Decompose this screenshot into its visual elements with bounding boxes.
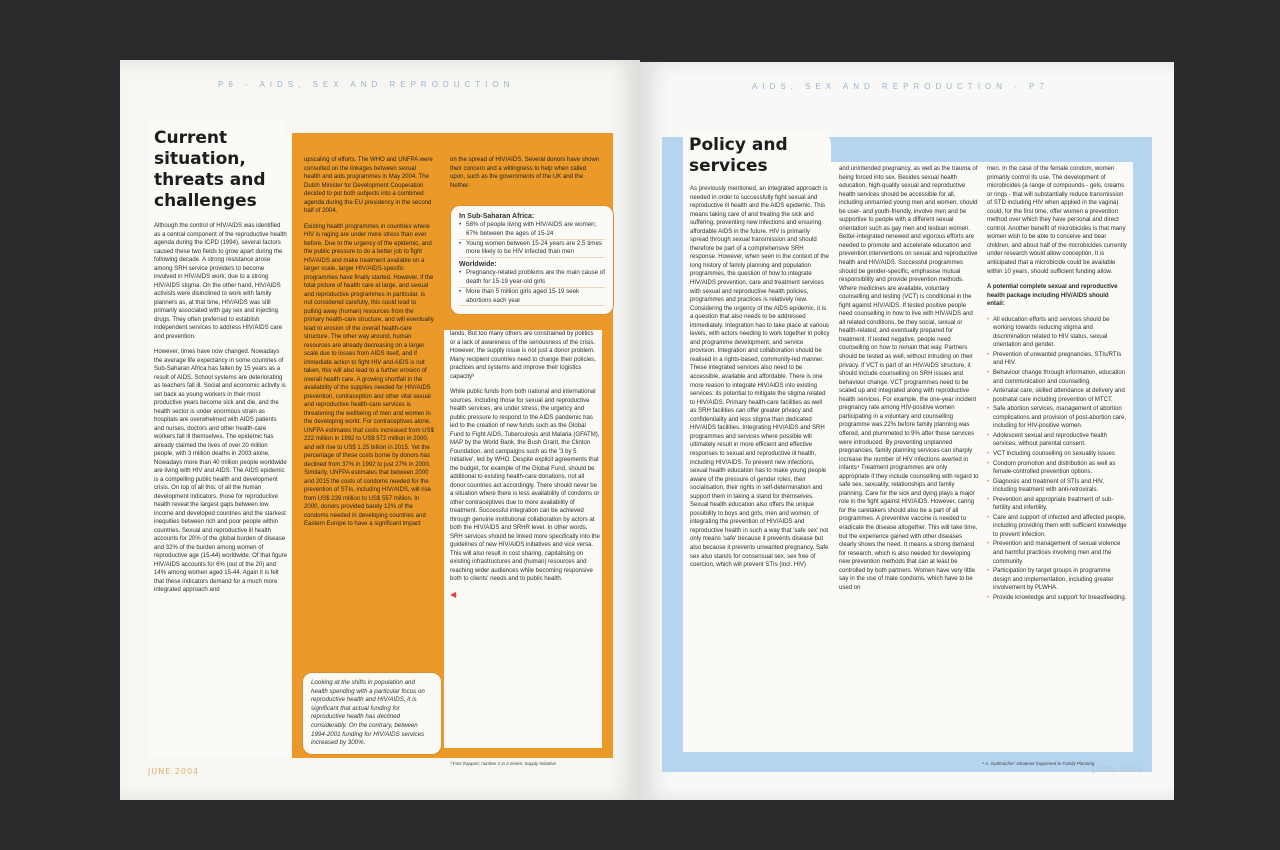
package-item: • Care and support of infected and affected people, including providing them with sufficient knowledge to prevent infection. bbox=[987, 514, 1127, 540]
package-item: • VCT including counselling on sexuality issues bbox=[987, 450, 1127, 459]
package-item: • Adolescent sexual and reproductive health services, without parental consent. bbox=[987, 432, 1127, 449]
right-page bbox=[640, 62, 1174, 800]
package-item: • Behaviour change through information, education and communication and counselling. bbox=[987, 369, 1127, 386]
title-line: Current bbox=[154, 128, 228, 148]
callout-heading: Worldwide: bbox=[459, 261, 497, 269]
callout-item: • 58% of people living with HIV/AIDS are women; 67% between the ages of 15-24 bbox=[459, 221, 605, 240]
package-item: • Prevention and appropriate treatment of sub-fertility and infertility. bbox=[987, 496, 1127, 513]
package-item: • Condom promotion and distribution as well as female-controlled prevention options. bbox=[987, 460, 1127, 477]
callout-item: • More than 5 million girls aged 15-19 seek abortions each year bbox=[459, 288, 605, 307]
footer-date-right: JUNE 2004 bbox=[1092, 765, 1144, 774]
paragraph: on the spread of HIV/AIDS. Several donors have shown their concern and a willingness to help when called upon, such as the governments of the UK and the Nether- bbox=[450, 157, 600, 189]
left-column-3-top bbox=[450, 156, 600, 197]
callout-list bbox=[459, 269, 605, 306]
package-list bbox=[987, 316, 1127, 603]
footer-date-left: JUNE 2004 bbox=[148, 767, 200, 776]
title-line: threats and bbox=[154, 170, 266, 190]
page-title-right bbox=[689, 135, 809, 177]
paragraph: Existing health programmes in countries where HIV is raging are under more stress than ever before. Due to the urgency of the epidemic, and the public pressure to do a better job to fight HIV/AIDS and make treatment available on a larger scale, larger HIV/AIDS-specific programmes have finally started. However, if the total picture of health care at large, and sexual and reproductive programmes in particular, is not considered carefully, this could lead to pulling away (human) resources from the primary health-care structure, and will eventually lead to erosion of the overall health-care structure. The other way around, human resources are already decreasing on a larger scale due to losses from AIDS itself, and if immediate action to fight HIV and AIDS is not taken, this will also lead to a further erosion of overall health care. A growing shortfall in the availability of the supplies needed for HIV/AIDS prevention, contraception and other vital sexual and reproductive health-care services is threatening the wellbeing of men and women in the developing world. For contraceptives alone, UNFPA estimates that costs increased from US$ 222 million in 1992 to US$ 572 million in 2000, and will rise to US$ 1.25 billion in 2015. Yet the percentage of these costs borne by donors has declined from 37% in 1992 to just 27% in 2000. Similarly, UNFPA estimates that between 2000 and 2015 the costs of condoms needed for the prevention of STIs, including HIV/AIDS, will rise from US$ 239 million to US$ 557 million. In 2000, donors provided barely 12% of the condoms needed in developing countries and Eastern Europe to have a significant impact bbox=[304, 223, 434, 527]
page-title-left bbox=[154, 128, 274, 212]
title-line: services bbox=[689, 156, 768, 176]
package-item: • Safe abortion services, management of abortion complications and provision of post-abortion care, including for HIV-positive women. bbox=[987, 405, 1127, 431]
left-column-2 bbox=[304, 156, 434, 536]
facts-callout bbox=[450, 205, 614, 315]
package-item: • Antenatal care, skilled attendance at delivery and postnatal care including prevention of MTCT. bbox=[987, 387, 1127, 404]
paragraph: and unintended pregnancy, as well as the trauma of being forced into sex. Besides sexual health education, high-quality sexual and reproductive health services should be accessible for all, including unmarried young men and women, should be user- and youth-friendly, involve men and be supportive to people with a different sexual orientation such as gay men and lesbian women. Better-integrated renewed and vigorous efforts are needed to promote and accelerate education and prevention interventions on sexual and reproductive health and HIV/AIDS. Successful programmes should be gender-specific, emphasise mutual responsibility and provide prevention methods. Where medicines are available, voluntary counselling and testing (VCT) is conditional in the fight against HIV/AIDS. If tested positive people need counselling in how to live with HIV/AIDS and all related conditions, be they social, sexual or health-related, and eventually prepared for treatment. If tested negative, people need counselling on how to remain that way. Partners should be tested as well, without intruding on their privacy. If VCT is part of an HIV/AIDS structure, it should include counselling on SRH issues and behaviour change. VCT programmes need to be scaled up and integrated along with reproductive health services. For example, the one-year incident pregnancy rate among HIV-positive women participating in a voluntary and counselling programme was 22% before family planning was offered, and plummeted to 9% after these services were introduced. By preventing unplanned pregnancies, family planning services can sharply increase the number of HIV infections averted in infants⁴ Treatment programmes are only appropriate if they include counselling with regard to safe sex, sexuality, relationships and family planning. Care for the sick and dying plays a major role in the fight against HIV/AIDS. However, caring for the caretakers should also be a part of all programmes. A preventive vaccine is needed to eradicate the disease altogether. This will take time, but the experience gained with other diseases clearly shows the need. It means a strong demand for research, which is also needed for developing new prevention methods that can at least be controlled by both partners. Women have very little say in the use of male condoms, which have to be used on bbox=[839, 166, 979, 591]
running-head-right: AIDS, SEX AND REPRODUCTION - P7 bbox=[752, 82, 1049, 91]
title-line: Policy and bbox=[689, 135, 788, 155]
package-heading: A potential complete sexual and reproductive health package including HIV/AIDS should entail: bbox=[987, 284, 1118, 308]
package-item: • Provide knowledge and support for breastfeeding. bbox=[987, 594, 1127, 603]
right-column-3 bbox=[987, 165, 1127, 603]
right-column-1 bbox=[690, 185, 830, 577]
paragraph: However, times have now changed. Nowadays the average life expectancy in some countries of Sub-Saharan Africa has fallen by 15 years as a result of AIDS. School systems are deteriorating as teachers fall ill. Social and economic activity is set back as young workers in their most productive years become sick and die, and the health sector is under enormous strain as hospitals are overwhelmed with AIDS patients and nurses, doctors and other health-care workers fall ill themselves. The epidemic has already claimed the lives of over 20 million people, with 3 million deaths in 2003 alone. Nowadays more than 40 million people worldwide are living with HIV and AIDS. The AIDS epidemic is a compelling public health and development crisis. On top of all this: of all the human development indicators, those for reproductive health reveal the largest gaps between low income and developed countries and the starkest inequities between rich and poor people within countries. Sexual and reproductive ill health accounts for 20% of the global burden of disease and 32% of the burden among women of reproductive age (15-44) worldwide. Of that figure HIV/AIDS accounts for 6% (out of the 20) and 14% among women aged 15-44. Again it is felt that these indicators demand for a much more integrated approach and bbox=[154, 349, 288, 593]
end-mark-icon: ◀ bbox=[450, 589, 457, 599]
callout-list bbox=[459, 221, 605, 258]
left-column-1 bbox=[154, 222, 288, 602]
package-item: • Prevention of unwanted pregnancies, STIs/RTIs and HIV. bbox=[987, 351, 1127, 368]
footnote-left: ³ Fact Rapport, number 2 in a series: Supply Initiative bbox=[450, 761, 557, 766]
callout-heading: In Sub-Saharan Africa: bbox=[459, 213, 535, 220]
footnote-right: ⁴ A. Guttmacher: whatever happened to Family Planning bbox=[982, 761, 1095, 766]
callout-item: • Young women between 15-24 years are 2.5 times more likely to be HIV infected than men bbox=[459, 240, 605, 259]
paragraph: As previously mentioned, an integrated approach is needed in order to successfully fight sexual and reproductive ill health and the AIDS epidemic. This means taking care of and treating the sick and suffering, preventing new infections and ensuring affordable AIDS in the future. HIV is primarily spread through sexual transmission and should therefore be part of a comprehensive SRH response. However, when seen in the context of the long history of family planning and population programmes, the question of how to integrate HIV/AIDS prevention, care and treatment services with sexual and reproductive health policies, programmes and practices is relatively new. Considering the urgency of the AIDS epidemic, it is a question that also needs to be addressed immediately. Integration has to take place at various levels, with actors needing to work together in policy and programme development, and service provision. Integration and collaboration should be realised in a rights-based, community-led manner. These integrated services also need to be accessible, available and affordable. There is one more reason to integrate HIV/AIDS into existing services: its potential to mitigate the stigma related to HIV/AIDS. Primary health-care facilities as well as SRH facilities can offer greater privacy and confidentiality and less stigma than dedicated HIV/AIDS facilities. Integrating HIV/AIDS and SRH programmes and services where possible will ultimately result in more efficient and effective responses to sexual and reproductive ill health, including HIV/AIDS. To prevent new infections, sexual health education has to make young people aware of the pressure of gender roles, their socialisation, their rights in self-determination and support them in taking a stand for themselves. Sexual health education also offers the unique possibility to boys and girls, men and women, of integrating the prevention of HIV/AIDS and reproductive health in such a way that 'safe sex' not only means 'safe' because it prevents disease but also because it prevents unwanted pregnancy. Safe sex also stands for consensual sex, sex free of coercion, which will prevent STIs (incl. HIV) bbox=[690, 186, 830, 569]
callout-item: • Pregnancy-related problems are the main cause of death for 15-19 year-old girls bbox=[459, 269, 605, 288]
package-item: • Prevention and management of sexual violence and harmful practices involving men and the community bbox=[987, 540, 1127, 566]
package-item: • Diagnosis and treatment of STIs and HIV, including treatment with anti-retrovirals. bbox=[987, 478, 1127, 495]
pull-quote: Looking at the shifts in population and health spending with a particular focus on reproductive health and HIV/AIDS, it is significant that actual funding for reproductive health has declined considerably. On the contrary, between 1994-2001 funding for HIV/AIDS services increased by 300%. bbox=[302, 672, 442, 755]
package-item: • All education efforts and services should be working towards reducing stigma and discrimination related to HIV status, sexual orientation and gender. bbox=[987, 316, 1127, 350]
left-page bbox=[120, 60, 640, 800]
running-head-left: P6 - AIDS, SEX AND REPRODUCTION bbox=[218, 80, 515, 89]
paragraph: Although the control of HIV/AIDS was identified as a central component of the reproductive health agenda during the ICPD (1994), several factors caused these two fields to grow apart during the following decade. A strong resistance arose among SRH service providers to become involved in HIV/AIDS work, due to a strong HIV/AIDS stigma. On the other hand, HIV/AIDS activists were disinclined to work with family planners as, at that time, HIV/AIDS was still primarily associated with gay sex and injecting drugs. They often preferred to establish independent services to address HIV/AIDS care and prevention. bbox=[154, 223, 287, 340]
left-column-3 bbox=[450, 330, 600, 600]
title-line: challenges bbox=[154, 191, 257, 211]
paragraph: While public funds from both national and international sources, including those for sexual and reproductive health services, are under stress, the urgency and public pressure to respond to the AIDS pandemic has led to the creation of new funds such as the Global Fund to Fight AIDS, Tuberculosis and Malaria (GFATM), MAP by the World Bank, the Bush Grant, the Clinton Foundation, and campaigns such as the '3 by 5 Initiative', led by WHO. Despite explicit agreements that the budget, for example of the Global Fund, should be additional to existing health-care donations, not all donor countries act accordingly. There should never be a situation where there is less availability of condoms or other contraceptives due to more availability of treatment. Successful integration can be achieved through genuine institutional collaboration by actors at both the HIV/AIDS and SRHR level. In other words, SRH services should be linked more specifically into the guidelines of new HIV/AIDS initiatives and vice versa. This will also result in cost sharing, capitalising on existing infrastructures and (human) resources and reaching wider audiences while becoming responsive both to clients' needs and to public health. bbox=[450, 389, 600, 582]
title-line: situation, bbox=[154, 149, 246, 169]
paragraph: men. In the case of the female condom, women primarily control its use. The development of microbicides (a range of compounds - gels, creams or rings - that will substantially reduce transmission of STD including HIV when applied in the vagina) could, for the first time, offer women a prevention method over which they have personal and direct control. Another benefit of microbicides is that many women wish to be able to conceive and bear children, and about half of the microbicides currently under research would allow conception. It is anticipated that a microbicide could be available within 10 years, should sufficient funding allow. bbox=[987, 166, 1127, 275]
right-column-2 bbox=[839, 165, 979, 599]
paragraph: lands. But too many others are constrained by politics or a lack of awareness of the seriousness of the crisis. However, the supply issue is not just a donor problem. Many recipient countries need to change their policies, practices and systems and improve their logistics capacity³ bbox=[450, 331, 596, 380]
package-item: • Participation by target groups in programme design and implementation, including greater involvement by PLWHA. bbox=[987, 567, 1127, 593]
paragraph: upscaling of efforts. The WHO and UNFPA were consulted on the linkages between sexual health and aids programmes in May 2004. The Dutch Minister for Development Cooperation decided to put both subjects into a combined agenda during the EU presidency in the second half of 2004. bbox=[304, 157, 433, 214]
